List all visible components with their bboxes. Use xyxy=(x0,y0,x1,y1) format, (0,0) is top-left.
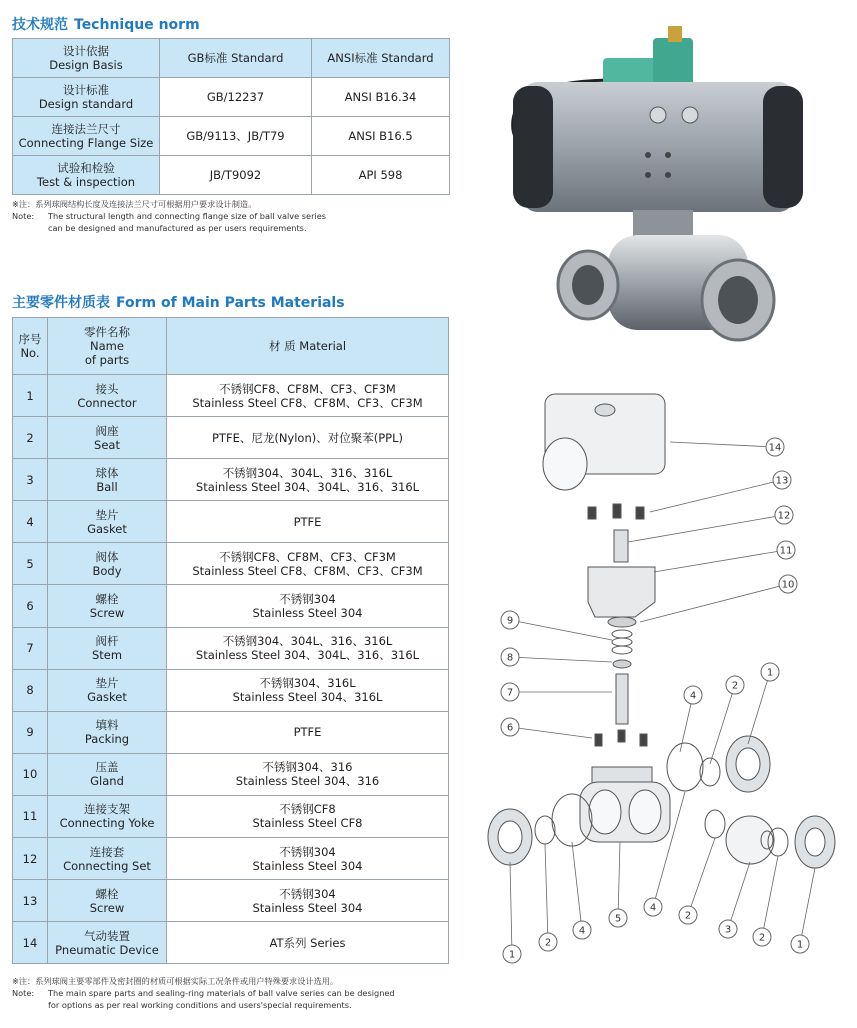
part-name xyxy=(48,838,167,880)
row-label xyxy=(13,117,160,156)
part-name-cn: 螺栓 xyxy=(95,886,119,901)
material-cn: 不锈钢304 xyxy=(279,886,336,901)
part-connecting-yoke xyxy=(588,567,655,617)
table-row xyxy=(13,711,449,753)
header-design-basis xyxy=(13,39,160,78)
spec-title-cn: 技术规范 xyxy=(12,17,68,33)
material-en: Stainless Steel 304、316 xyxy=(235,774,380,789)
gb-value: GB/12237 xyxy=(160,78,312,117)
materials-title-cn: 主要零件材质表 xyxy=(12,295,110,311)
header-ansi-standard: ANSI标准 Standard xyxy=(312,39,450,78)
callout-leader xyxy=(650,480,782,512)
part-material xyxy=(167,585,449,627)
material-en: Stainless Steel CF8 xyxy=(252,816,363,831)
part-number: 3 xyxy=(13,459,48,501)
part-stem xyxy=(616,674,628,724)
part-material xyxy=(167,417,449,459)
note-en-1: The structural length and connecting flange size of ball valve series xyxy=(48,211,327,221)
part-number: 12 xyxy=(13,838,48,880)
part-name xyxy=(48,880,167,922)
callout-number: 2 xyxy=(758,932,766,944)
table-row xyxy=(13,156,450,195)
material-cn: 不锈钢CF8、CF8M、CF3、CF3M xyxy=(219,549,396,564)
part-callouts xyxy=(501,438,815,963)
material-cn: 不锈钢CF8 xyxy=(279,802,336,817)
callout-number: 3 xyxy=(724,924,732,936)
callout-number: 4 xyxy=(578,925,586,937)
part-number: 6 xyxy=(13,585,48,627)
material-cn: 不锈钢304、304L、316、316L xyxy=(222,634,393,649)
note-cn: ※注：系列球阀主要零部件及密封圈的材质可根据实际工况条件或用户特殊要求设计选用。 xyxy=(12,976,339,986)
callout-leader xyxy=(640,584,788,622)
material-en: Stainless Steel CF8、CF8M、CF3、CF3M xyxy=(192,395,423,410)
row-label-en: Test & inspection xyxy=(36,175,136,189)
part-connecting-set xyxy=(614,530,628,562)
solenoid-head xyxy=(653,38,693,88)
callout-number: 1 xyxy=(766,667,774,679)
table-row xyxy=(13,117,450,156)
material-cn: 不锈钢304、316L xyxy=(259,676,356,691)
part-name-cn: 连接支架 xyxy=(84,802,130,817)
material-en: Stainless Steel 304 xyxy=(252,900,363,915)
table-row xyxy=(13,375,449,417)
part-gland xyxy=(608,617,636,627)
part-name-cn: 垫片 xyxy=(95,676,119,691)
part-name-en: Connecting Yoke xyxy=(59,816,155,831)
actuator-body xyxy=(523,82,793,212)
spec-section-title xyxy=(12,14,200,34)
part-screw-13 xyxy=(588,507,596,519)
callout-number: 12 xyxy=(777,510,791,522)
part-name xyxy=(48,711,167,753)
solenoid-connector xyxy=(668,26,682,42)
part-name-cn: 填料 xyxy=(95,718,119,733)
spec-title-en: Technique norm xyxy=(74,17,200,33)
part-name-cn: 接头 xyxy=(95,381,119,396)
callout-number: 13 xyxy=(775,475,789,487)
part-number: 11 xyxy=(13,795,48,837)
callout-number: 9 xyxy=(506,615,514,627)
header-gb-standard: GB标准 Standard xyxy=(160,39,312,78)
header-name-en1: Name xyxy=(90,339,124,353)
part-name xyxy=(48,922,167,964)
part-number: 1 xyxy=(13,375,48,417)
callout-leader xyxy=(545,844,548,942)
note-tag: Note: xyxy=(12,211,35,221)
callout-number: 4 xyxy=(689,690,697,702)
callout-number: 7 xyxy=(506,687,514,699)
table-row xyxy=(13,543,449,585)
part-name xyxy=(48,543,167,585)
part-name-en: Screw xyxy=(89,900,125,915)
callout-leader xyxy=(654,550,786,572)
note-tag: Note: xyxy=(12,988,35,998)
design-basis-cn: 设计依据 xyxy=(63,44,109,58)
table-row xyxy=(13,753,449,795)
part-number: 4 xyxy=(13,501,48,543)
row-label-cn: 试验和检验 xyxy=(57,161,115,175)
header-no-cn: 序号 xyxy=(18,332,42,346)
table-row xyxy=(13,922,449,964)
callout-number: 11 xyxy=(779,545,793,557)
part-number: 9 xyxy=(13,711,48,753)
material-en: Stainless Steel 304、316L xyxy=(232,690,383,705)
material-en: Stainless Steel 304 xyxy=(252,858,363,873)
part-name xyxy=(48,501,167,543)
header-no-en: No. xyxy=(20,346,40,360)
part-material xyxy=(167,711,449,753)
material-cn: 不锈钢304 xyxy=(279,844,336,859)
callout-number: 5 xyxy=(614,913,622,925)
callout-number: 6 xyxy=(506,722,514,734)
header-name-en2: of parts xyxy=(84,353,130,367)
callout-number: 8 xyxy=(506,652,514,664)
part-material xyxy=(167,543,449,585)
part-name-en: Ball xyxy=(96,479,118,494)
actuator-endcap-right xyxy=(763,86,803,208)
part-name xyxy=(48,753,167,795)
part-name xyxy=(48,375,167,417)
part-name-en: Body xyxy=(92,563,122,578)
part-material xyxy=(167,501,449,543)
part-name-en: Seat xyxy=(94,437,120,452)
callout-leader xyxy=(800,868,815,944)
row-label-cn: 设计标准 xyxy=(63,83,109,97)
part-number: 8 xyxy=(13,669,48,711)
callout-leader xyxy=(510,862,512,954)
valve-photo xyxy=(468,20,857,360)
header-material: 材 质 Material xyxy=(167,318,449,375)
row-label-en: Connecting Flange Size xyxy=(18,136,154,150)
note-cn: ※注：系列球阀结构长度及连接法兰尺寸可根据用户要求设计制造。 xyxy=(12,199,257,209)
row-label-en: Design standard xyxy=(38,97,134,111)
material-cn: 不锈钢304、316 xyxy=(262,760,353,775)
part-name xyxy=(48,585,167,627)
design-basis-en: Design Basis xyxy=(49,58,123,72)
part-number: 13 xyxy=(13,880,48,922)
table-row xyxy=(13,838,449,880)
material-en: Stainless Steel CF8、CF8M、CF3、CF3M xyxy=(192,563,423,578)
material-cn: 不锈钢304、304L、316、316L xyxy=(222,465,393,480)
table-row xyxy=(13,78,450,117)
callout-number: 14 xyxy=(768,442,782,454)
callout-leader xyxy=(572,842,582,930)
part-name-cn: 垫片 xyxy=(95,507,119,522)
ansi-value: ANSI B16.5 xyxy=(312,117,450,156)
table-row xyxy=(13,501,449,543)
part-name-en: Gasket xyxy=(87,690,127,705)
material-cn: PTFE xyxy=(293,725,322,740)
header-name-cn: 零件名称 xyxy=(84,325,130,339)
material-cn: 不锈钢304 xyxy=(279,592,336,607)
callout-number: 4 xyxy=(649,902,657,914)
part-name-cn: 阀座 xyxy=(95,423,119,438)
row-label xyxy=(13,156,160,195)
table-header-row xyxy=(13,318,449,375)
callout-leader xyxy=(762,856,778,937)
callout-number: 2 xyxy=(544,937,552,949)
part-name-en: Gland xyxy=(90,774,124,789)
material-cn: PTFE xyxy=(293,514,322,529)
callout-leader xyxy=(618,842,620,918)
part-material xyxy=(167,795,449,837)
callout-leader xyxy=(728,862,750,929)
material-cn: 不锈钢CF8、CF8M、CF3、CF3M xyxy=(219,381,396,396)
part-name-en: Pneumatic Device xyxy=(55,942,159,957)
exploded-view-diagram xyxy=(470,372,857,1028)
part-name-cn: 螺栓 xyxy=(95,592,119,607)
table-row xyxy=(13,417,449,459)
table-row xyxy=(13,459,449,501)
part-number: 2 xyxy=(13,417,48,459)
note-en-2: for options as per real working conditions and users'special requirements. xyxy=(48,1000,352,1010)
part-name-cn: 阀体 xyxy=(95,549,119,564)
callout-number: 1 xyxy=(796,939,804,951)
header-name xyxy=(48,318,167,375)
part-name xyxy=(48,795,167,837)
part-material xyxy=(167,880,449,922)
part-name xyxy=(48,669,167,711)
part-name xyxy=(48,627,167,669)
note-en-1: The main spare parts and sealing-ring materials of ball valve series can be designed xyxy=(48,988,395,998)
technique-norm-table xyxy=(12,38,450,195)
part-name-cn: 气动装置 xyxy=(84,928,130,943)
callout-leader xyxy=(510,620,612,640)
part-number: 10 xyxy=(13,753,48,795)
callout-number: 2 xyxy=(731,680,739,692)
callout-number: 2 xyxy=(684,910,692,922)
part-material xyxy=(167,669,449,711)
part-material xyxy=(167,375,449,417)
table-row xyxy=(13,880,449,922)
table-row xyxy=(13,627,449,669)
ansi-value: API 598 xyxy=(312,156,450,195)
part-number: 14 xyxy=(13,922,48,964)
part-name-en: Stem xyxy=(91,648,123,663)
table-header-row xyxy=(13,39,450,78)
callout-leader xyxy=(628,515,784,542)
spec-note xyxy=(12,198,326,234)
row-label xyxy=(13,78,160,117)
callout-leader xyxy=(748,672,770,744)
part-name-en: Connecting Set xyxy=(63,858,151,873)
callout-leader xyxy=(688,838,715,915)
materials-note xyxy=(12,975,395,1011)
table-row xyxy=(13,585,449,627)
part-name-cn: 球体 xyxy=(95,465,119,480)
header-no xyxy=(13,318,48,375)
part-material xyxy=(167,627,449,669)
callout-leader xyxy=(670,442,775,447)
part-name-cn: 阀杆 xyxy=(95,634,119,649)
materials-table xyxy=(12,317,449,964)
callout-number: 10 xyxy=(781,579,795,591)
part-ball xyxy=(726,816,774,864)
part-name xyxy=(48,417,167,459)
gb-value: GB/9113、JB/T79 xyxy=(160,117,312,156)
part-name-en: Packing xyxy=(84,732,130,747)
material-en: Stainless Steel 304 xyxy=(252,606,363,621)
part-number: 5 xyxy=(13,543,48,585)
part-material xyxy=(167,922,449,964)
part-material xyxy=(167,838,449,880)
ansi-value: ANSI B16.34 xyxy=(312,78,450,117)
callout-leader xyxy=(510,727,592,738)
part-name-cn: 压盖 xyxy=(95,760,119,775)
material-en: Stainless Steel 304、304L、316、316L xyxy=(195,648,420,663)
callout-leader xyxy=(510,657,612,662)
part-material xyxy=(167,459,449,501)
row-label-cn: 连接法兰尺寸 xyxy=(51,122,121,136)
part-material xyxy=(167,753,449,795)
table-row xyxy=(13,669,449,711)
callout-number: 1 xyxy=(508,949,516,961)
material-en: Stainless Steel 304、304L、316、316L xyxy=(195,479,420,494)
material-cn: AT系列 Series xyxy=(269,935,346,950)
note-en-2: can be designed and manufactured as per users requirements. xyxy=(48,223,307,233)
part-name-cn: 连接套 xyxy=(89,844,125,859)
part-name-en: Gasket xyxy=(87,521,127,536)
part-name-en: Connector xyxy=(77,395,137,410)
part-name xyxy=(48,459,167,501)
gb-value: JB/T9092 xyxy=(160,156,312,195)
material-cn: PTFE、尼龙(Nylon)、对位聚苯(PPL) xyxy=(212,430,403,445)
part-number: 7 xyxy=(13,627,48,669)
table-row xyxy=(13,795,449,837)
materials-body xyxy=(13,375,449,964)
materials-title-en: Form of Main Parts Materials xyxy=(116,295,345,311)
materials-section-title xyxy=(12,292,345,312)
part-name-en: Screw xyxy=(89,606,125,621)
actuator-endcap-left xyxy=(513,86,553,208)
